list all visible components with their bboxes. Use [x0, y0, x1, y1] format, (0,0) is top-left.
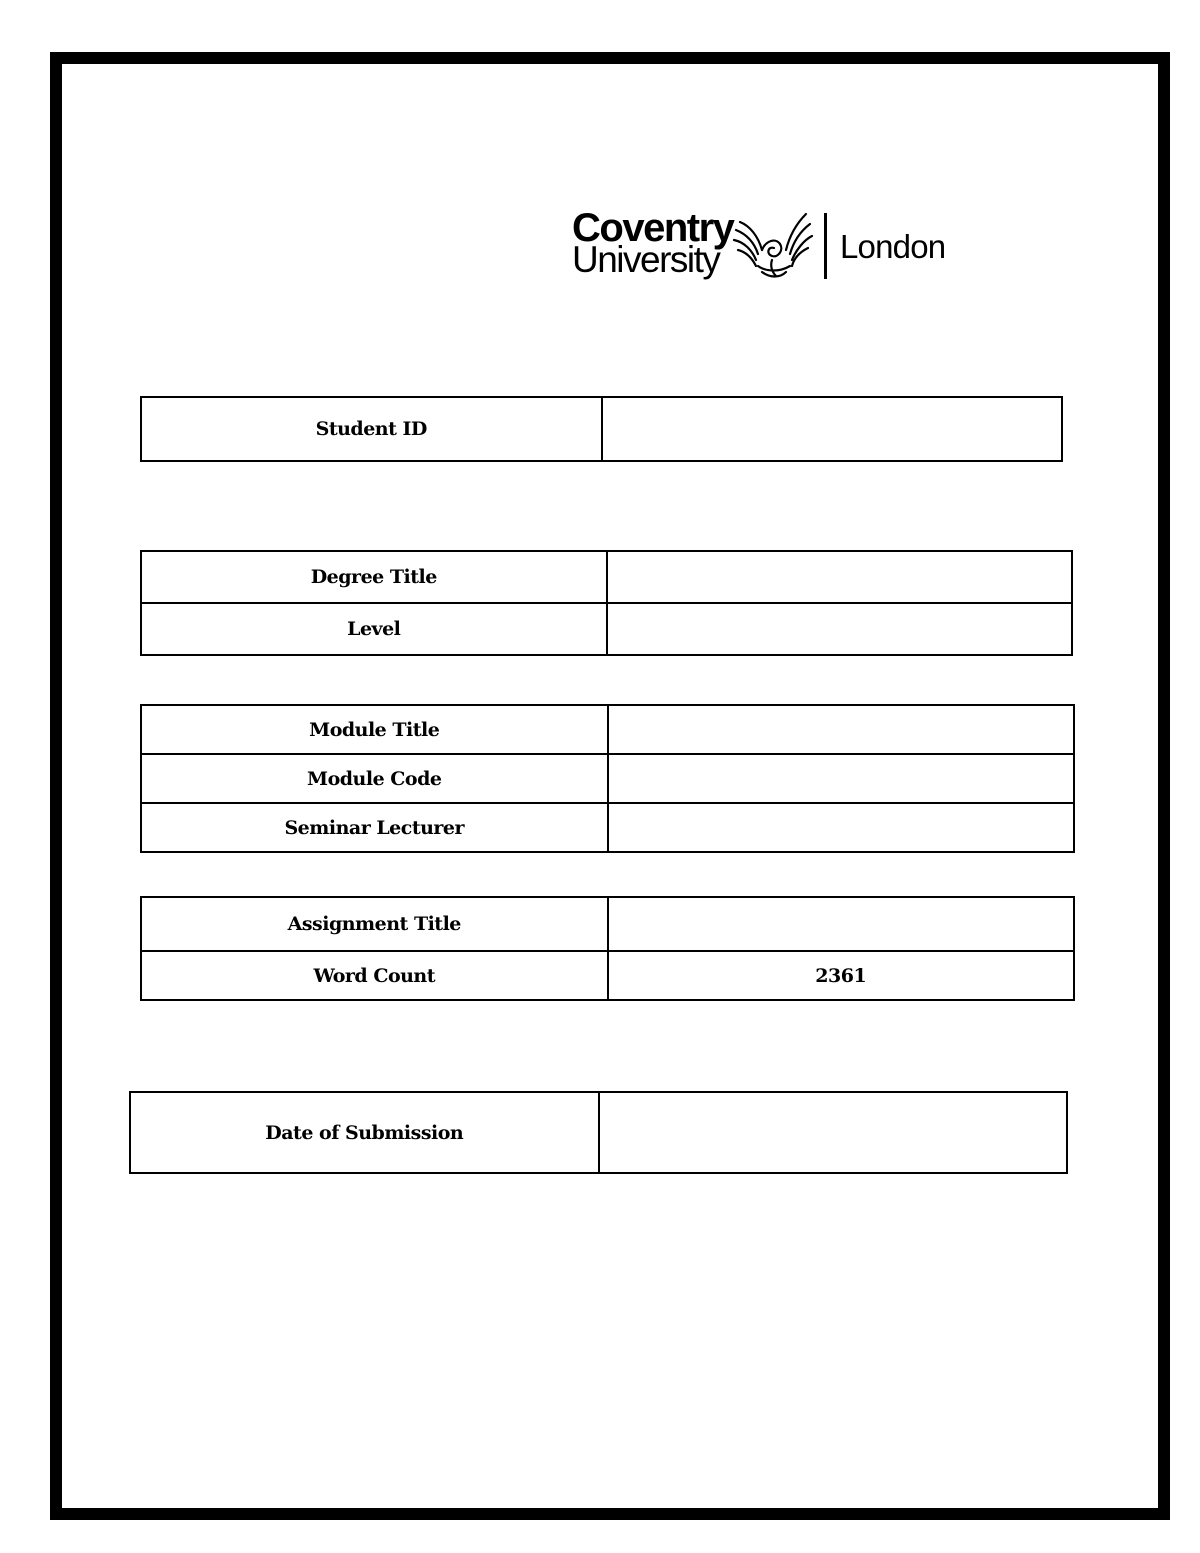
student-id-table: [140, 396, 1063, 462]
degree-title-label: Degree Title: [141, 551, 607, 603]
logo-text-coventry: Coventry: [572, 206, 734, 250]
date-of-submission-field[interactable]: [599, 1092, 1068, 1173]
seminar-lecturer-label: Seminar Lecturer: [141, 803, 608, 852]
module-table: [140, 704, 1075, 853]
assignment-title-field[interactable]: [608, 897, 1075, 951]
assignment-table: [140, 896, 1075, 1001]
logo-divider: [824, 213, 827, 279]
submission-table: [129, 1091, 1068, 1174]
degree-table: [140, 550, 1073, 656]
date-of-submission-label: Date of Submission: [130, 1092, 599, 1173]
student-id-field[interactable]: [602, 397, 1063, 461]
seminar-lecturer-field[interactable]: [608, 803, 1075, 852]
degree-title-field[interactable]: [607, 551, 1073, 603]
table-row: [141, 951, 1074, 1000]
module-code-label: Module Code: [141, 754, 608, 803]
table-row: [141, 397, 1062, 461]
logo-text-location: London: [840, 228, 946, 265]
logo-text-university: University: [572, 239, 720, 280]
table-row: [130, 1092, 1067, 1173]
phoenix-icon: [732, 210, 814, 280]
student-id-label: Student ID: [141, 397, 602, 461]
level-field[interactable]: [607, 603, 1073, 655]
level-label: Level: [141, 603, 607, 655]
module-title-label: Module Title: [141, 705, 608, 754]
module-title-field[interactable]: [608, 705, 1075, 754]
module-code-field[interactable]: [608, 754, 1075, 803]
table-row: [141, 551, 1072, 603]
table-row: [141, 897, 1074, 951]
word-count-label: Word Count: [141, 951, 608, 1000]
table-row: [141, 603, 1072, 655]
table-row: [141, 803, 1074, 852]
table-row: [141, 754, 1074, 803]
coventry-university-logo: [572, 206, 952, 282]
table-row: [141, 705, 1074, 754]
assignment-title-label: Assignment Title: [141, 897, 608, 951]
word-count-field[interactable]: 2361: [608, 951, 1075, 1000]
